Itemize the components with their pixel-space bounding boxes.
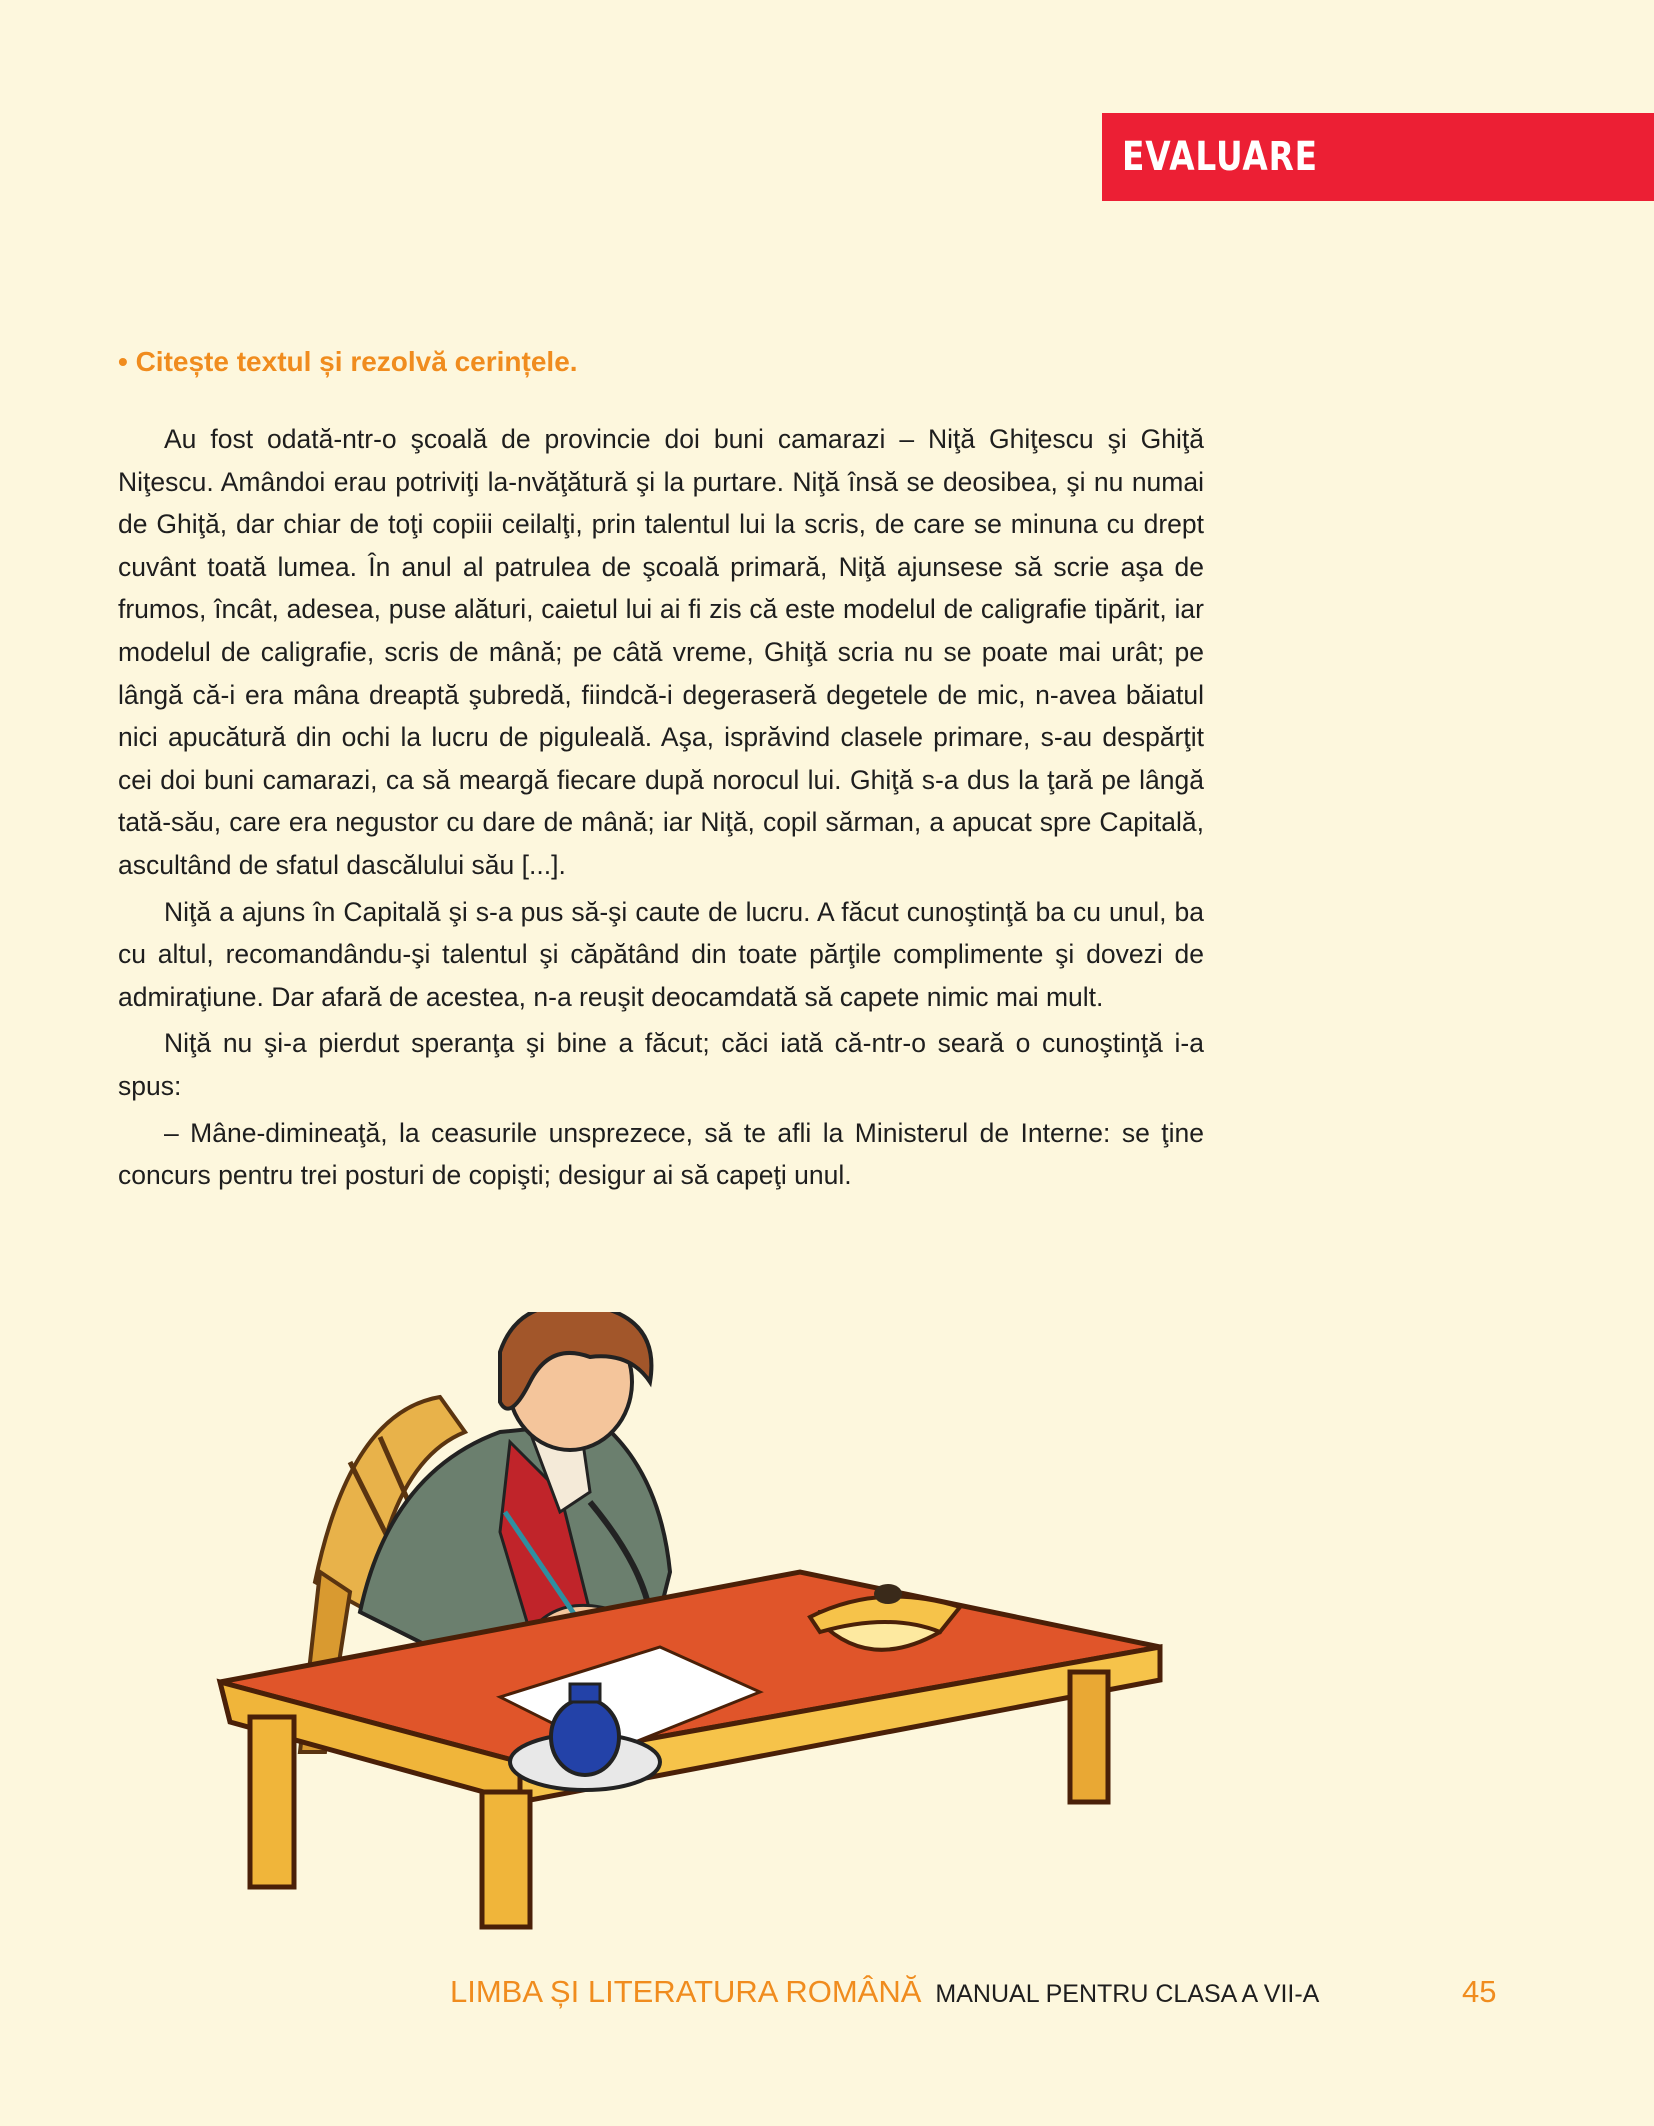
reading-text [118, 418, 1204, 1201]
section-banner [1102, 113, 1654, 201]
desk [220, 1572, 1160, 1927]
paragraph: Niţă nu şi-a pierdut speranţa şi bine a făcut; căci iată că-ntr-o seară o cunoştinţă i-a spus: [118, 1028, 1204, 1101]
footer-subtitle: MANUAL PENTRU CLASA A VII-A [935, 1980, 1320, 2008]
paragraph: Au fost odată-ntr-o şcoală de provincie doi buni camarazi – Niţă Ghiţescu şi Ghiţă Niţescu. Amândoi erau potriviţi la-nvăţătură şi la purtare. Niţă însă se deosibea, şi nu numai de Ghiţă, dar chiar de toţi copiii ceilalţi, prin talentul lui la scris, de care se minuna cu drept cuvânt toată lumea. În anul al patrulea de şcoală primară, Niţă ajunsese să scrie aşa de frumos, încât, adesea, puse alături, caietul lui ai fi zis că este modelul de caligrafie tipărit, iar modelul de caligrafie, scris de mână; pe câtă vreme, Ghiţă scria nu se poate mai urât; pe lângă că-i era mâna dreaptă şubredă, fiindcă-i degeraseră degetele de mic, n-avea băiatul nici apucătură din ochi la lucru de piguleală. Aşa, isprăvind clasele primare, s-au despărţit cei doi buni camarazi, ca să meargă fiecare după norocul lui. Ghiţă s-a dus la ţară pe lângă tată-său, care era negustor cu dare de mână; iar Niţă, copil sărman, a apucat spre Capitală, ascultând de sfatul dascălului său [...]. [118, 424, 1204, 880]
section-title: EVALUARE [1122, 134, 1318, 180]
instruction: • Citește textul și rezolvă cerințele. [118, 346, 578, 377]
illustration-boy-writing [200, 1312, 1200, 1932]
paragraph: – Mâne-dimineaţă, la ceasurile unsprezece, să te afli la Ministerul de Interne: se ţine concurs pentru trei posturi de copişti; desigur ai să capeţi unul. [118, 1117, 1204, 1191]
page-number: 45 [1462, 1974, 1497, 2009]
paragraph: Niţă a ajuns în Capitală şi s-a pus să-şi caute de lucru. A făcut cunoştinţă ba cu unul, ba cu altul, recomandându-şi talentul şi căpătând din toate părţile complimente şi dovezi de admiraţiune. Dar afară de acestea, n-a reuşit deocamdată să capete nimic mai mult. [118, 896, 1204, 1012]
footer-title: LIMBA ȘI LITERATURA ROMÂNĂ [450, 1974, 922, 2009]
footer [450, 1974, 1319, 2014]
